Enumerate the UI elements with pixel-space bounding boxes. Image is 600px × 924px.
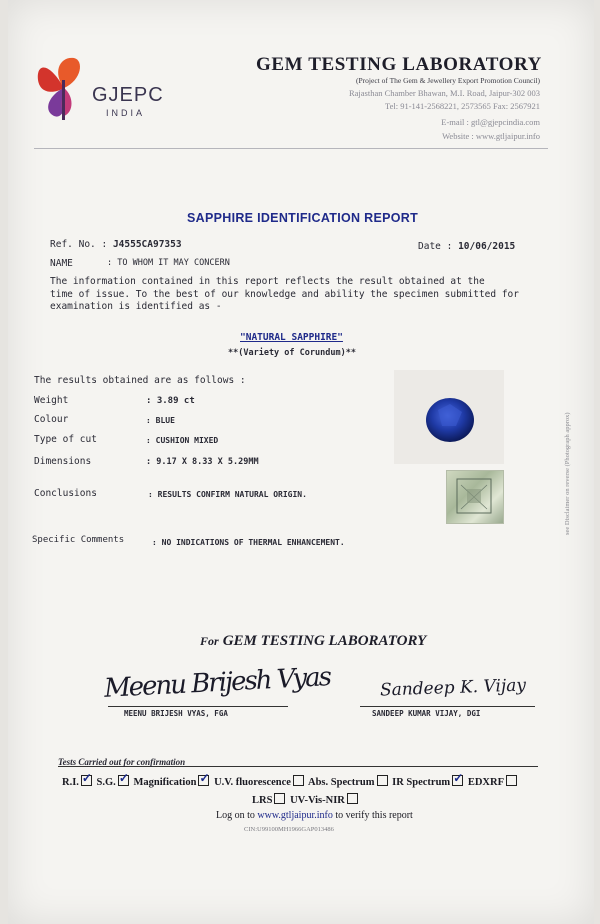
test-uvvis-label: UV-Vis-NIR (290, 795, 345, 806)
butterfly-icon (34, 50, 90, 126)
name-value: : TO WHOM IT MAY CONCERN (107, 258, 230, 268)
ref-value: J4555CA97353 (112, 239, 182, 250)
left-sig-line (108, 706, 288, 707)
test-sg-checkbox (118, 775, 129, 786)
comments-label: Specific Comments (32, 535, 125, 545)
test-ir-label: IR Spectrum (392, 777, 451, 788)
conclusions-label: Conclusions (34, 488, 97, 499)
colour-value: : BLUE (146, 416, 175, 425)
logo-sub-text: INDIA (106, 108, 146, 118)
for-lab-name: GEM TESTING LABORATORY (222, 633, 427, 649)
intro-line-2: time of issue. To the best of our knowledge and ability the specimen submitted for (50, 289, 519, 300)
test-ri-label: R.I. (62, 777, 79, 788)
for-prefix: For (200, 634, 219, 648)
left-signer-name: MEENU BRIJESH VYAS, FGA (124, 709, 228, 718)
test-sg (97, 777, 131, 788)
hologram-icon (447, 471, 503, 523)
weight-value: : 3.89 ct (146, 396, 195, 406)
test-lrs-checkbox (274, 793, 285, 804)
test-magnification (133, 777, 211, 788)
lab-title: GEM TESTING LABORATORY (256, 54, 542, 75)
for-lab-line (200, 632, 426, 650)
variety: **(Variety of Corundum)** (228, 348, 356, 358)
lab-address: Rajasthan Chamber Bhawan, M.I. Road, Jaipur-302 003 (348, 88, 540, 98)
test-uvvis-checkbox (347, 793, 358, 804)
date-value: 10/06/2015 (458, 241, 516, 252)
left-signature: Meenu Brijesh Vyas (103, 662, 331, 704)
test-edxrf-label: EDXRF (467, 777, 504, 788)
cin-number: CIN:U99100MH1966GAP013486 (244, 826, 334, 833)
tests-header: Tests Carried out for confirmation (58, 757, 186, 767)
verify-prefix: Log on to (216, 810, 258, 821)
test-uvvis (290, 795, 360, 806)
logo-main-text: GJEPC (92, 84, 164, 106)
identification: "NATURAL SAPPHIRE" (240, 332, 343, 343)
tests-row-2 (252, 793, 360, 806)
report-paper (8, 0, 594, 924)
test-ir (392, 777, 465, 788)
lab-email: E-mail : gtl@gjepcindia.com (441, 117, 540, 127)
test-lrs-label: LRS (252, 795, 273, 806)
weight-label: Weight (34, 395, 69, 406)
test-ri (62, 777, 94, 788)
test-uv-label: U.V. fluorescence (214, 777, 291, 788)
cut-label: Type of cut (34, 434, 97, 445)
test-uv-checkbox (293, 775, 304, 786)
lab-tel: Tel: 91-141-2568221, 2573565 Fax: 2567921 (385, 101, 540, 111)
side-note: see Disclaimer on reverse (Photograph approx) (564, 412, 571, 535)
test-lrs (252, 795, 287, 806)
comments-value: : NO INDICATIONS OF THERMAL ENHANCEMENT. (152, 538, 345, 547)
test-magnification-checkbox (198, 775, 209, 786)
cut-value: : CUSHION MIXED (146, 436, 219, 445)
dimensions-value: : 9.17 X 8.33 X 5.29MM (146, 457, 259, 467)
sapphire-icon (394, 370, 504, 464)
right-signer-name: SANDEEP KUMAR VIJAY, DGI (372, 709, 481, 718)
test-edxrf-checkbox (506, 775, 517, 786)
test-ri-checkbox (81, 775, 92, 786)
test-edxrf (468, 777, 519, 788)
verify-suffix: to verify this report (332, 810, 413, 821)
lab-website: Website : www.gtljaipur.info (442, 131, 540, 141)
ref-row (50, 239, 182, 250)
test-abs (308, 777, 390, 788)
dimensions-label: Dimensions (34, 456, 92, 467)
conclusions-value: : RESULTS CONFIRM NATURAL ORIGIN. (148, 490, 307, 499)
test-ir-checkbox (452, 775, 463, 786)
gem-photo (394, 370, 504, 464)
test-uv (214, 777, 306, 788)
name-label: NAME (50, 258, 73, 269)
tests-row-1 (62, 775, 519, 788)
intro-line-3: examination is identified as - (50, 301, 222, 312)
date-row (418, 241, 515, 252)
verify-line (216, 810, 413, 821)
report-title: SAPPHIRE IDENTIFICATION REPORT (187, 211, 419, 225)
results-intro: The results obtained are as follows : (34, 375, 246, 386)
date-label: Date : (418, 241, 453, 252)
header-divider (34, 148, 548, 149)
colour-label: Colour (34, 414, 69, 425)
hologram-seal (446, 470, 504, 524)
lab-subtitle: (Project of The Gem & Jewellery Export Promotion Council) (356, 76, 540, 85)
verify-link[interactable]: www.gtljaipur.info (257, 810, 333, 821)
right-signature: Sandeep K. Vijay (379, 675, 527, 701)
test-magnification-label: Magnification (133, 777, 197, 788)
intro-line-1: The information contained in this report reflects the result obtained at the (50, 276, 485, 287)
test-abs-label: Abs. Spectrum (308, 777, 375, 788)
ref-label: Ref. No. : (50, 239, 108, 250)
test-abs-checkbox (377, 775, 388, 786)
test-sg-label: S.G. (96, 777, 116, 788)
gjepc-logo (34, 50, 174, 130)
right-sig-line (360, 706, 535, 707)
